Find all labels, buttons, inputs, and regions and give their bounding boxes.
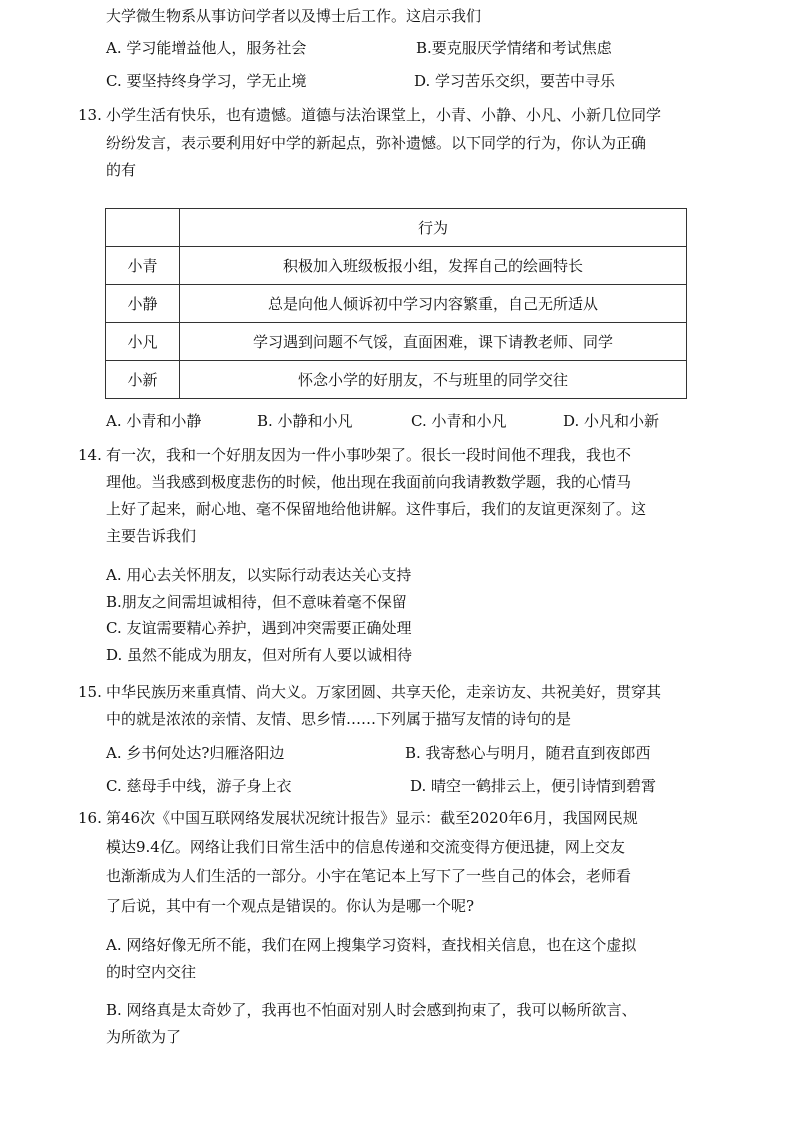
intro-option-b: B.要克服厌学情绪和考试焦虑 (416, 39, 612, 57)
table-row (106, 361, 687, 399)
q13-option-c: C. 小青和小凡 (411, 412, 507, 430)
q14-text-1: 有一次，我和一个好朋友因为一件小事吵架了。很长一段时间他不理我，我也不 (106, 446, 632, 464)
table-row (106, 247, 687, 285)
table-cell-name: 小青 (106, 247, 180, 285)
intro-option-c: C. 要坚持终身学习，学无止境 (106, 72, 307, 90)
q13-line-1 (78, 105, 661, 125)
q16-option-a-line-2: 的时空内交往 (106, 963, 197, 981)
intro-option-d: D. 学习苦乐交织，要苦中寻乐 (414, 72, 616, 90)
table-header-behavior: 行为 (180, 209, 687, 247)
q15-number: 15. (78, 683, 102, 701)
q16-line-4: 了后说，其中有一个观点是错误的。你认为是哪一个呢? (106, 897, 475, 915)
q15-option-a: A. 乡书何处达?归雁洛阳边 (106, 744, 285, 762)
intro-option-a: A. 学习能增益他人，服务社会 (106, 39, 307, 57)
q14-number: 14. (78, 446, 102, 464)
q14-option-d: D. 虽然不能成为朋友，但对所有人要以诚相待 (106, 646, 413, 664)
table-header-row (106, 209, 687, 247)
table-cell-name: 小新 (106, 361, 180, 399)
q14-line-2: 理他。当我感到极度悲伤的时候，他出现在我面前向我请教数学题，我的心情马 (106, 473, 632, 491)
q16-line-1 (78, 808, 638, 828)
q14-option-c: C. 友谊需要精心养护，遇到冲突需要正确处理 (106, 619, 412, 637)
q16-option-a-line-1: A. 网络好像无所不能，我们在网上搜集学习资料，查找相关信息，也在这个虚拟 (106, 936, 637, 954)
table-row (106, 285, 687, 323)
q15-option-c: C. 慈母手中线，游子身上衣 (106, 777, 292, 795)
behavior-table (105, 208, 687, 399)
q16-line-2: 模达9.4亿。网络让我们日常生活中的信息传递和交流变得方便迅捷，网上交友 (106, 838, 625, 856)
q16-number: 16. (78, 809, 102, 827)
q13-line-2: 纷纷发言，表示要利用好中学的新起点，弥补遗憾。以下同学的行为，你认为正确 (106, 134, 647, 152)
table-row (106, 323, 687, 361)
table-cell-behavior: 积极加入班级板报小组，发挥自己的绘画特长 (180, 247, 687, 285)
table-header-name (106, 209, 180, 247)
q16-option-b-line-2: 为所欲为了 (106, 1028, 182, 1046)
q15-text-1: 中华民族历来重真情、尚大义。万家团圆、共享天伦，走亲访友、共祝美好，贯穿其 (106, 683, 662, 701)
q16-option-b-line-1: B. 网络真是太奇妙了，我再也不怕面对别人时会感到拘束了，我可以畅所欲言、 (106, 1001, 637, 1019)
q14-line-1 (78, 445, 631, 465)
q13-option-a: A. 小青和小静 (106, 412, 202, 430)
table-cell-behavior: 总是向他人倾诉初中学习内容繁重，自己无所适从 (180, 285, 687, 323)
q13-text-1: 小学生活有快乐，也有遗憾。道德与法治课堂上，小青、小静、小凡、小新几位同学 (106, 106, 662, 124)
table-cell-name: 小凡 (106, 323, 180, 361)
q13-option-d: D. 小凡和小新 (563, 412, 660, 430)
q14-line-3: 上好了起来，耐心地、毫不保留地给他讲解。这件事后，我们的友谊更深刻了。这 (106, 500, 647, 518)
q16-text-1: 第46次《中国互联网络发展状况统计报告》显示：截至2020年6月，我国网民规 (106, 809, 638, 827)
table-cell-behavior: 怀念小学的好朋友，不与班里的同学交往 (180, 361, 687, 399)
intro-line: 大学微生物系从事访问学者以及博士后工作。这启示我们 (106, 7, 482, 25)
q14-option-a: A. 用心去关怀朋友，以实际行动表达关心支持 (106, 566, 412, 584)
q14-line-4: 主要告诉我们 (106, 527, 197, 545)
q15-option-b: B. 我寄愁心与明月，随君直到夜郎西 (405, 744, 651, 762)
q14-option-b: B.朋友之间需坦诚相待，但不意味着毫不保留 (106, 593, 407, 611)
q13-number: 13. (78, 106, 102, 124)
q15-option-d: D. 晴空一鹤排云上，便引诗情到碧霄 (410, 777, 657, 795)
table-cell-behavior: 学习遇到问题不气馁，直面困难，课下请教老师、同学 (180, 323, 687, 361)
q13-option-b: B. 小静和小凡 (257, 412, 353, 430)
q16-line-3: 也渐渐成为人们生活的一部分。小宇在笔记本上写下了一些自己的体会，老师看 (106, 867, 632, 885)
q15-line-2: 中的就是浓浓的亲情、友情、思乡情……下列属于描写友情的诗句的是 (106, 710, 572, 728)
q15-line-1 (78, 682, 661, 702)
table-cell-name: 小静 (106, 285, 180, 323)
q13-line-3: 的有 (106, 161, 137, 179)
